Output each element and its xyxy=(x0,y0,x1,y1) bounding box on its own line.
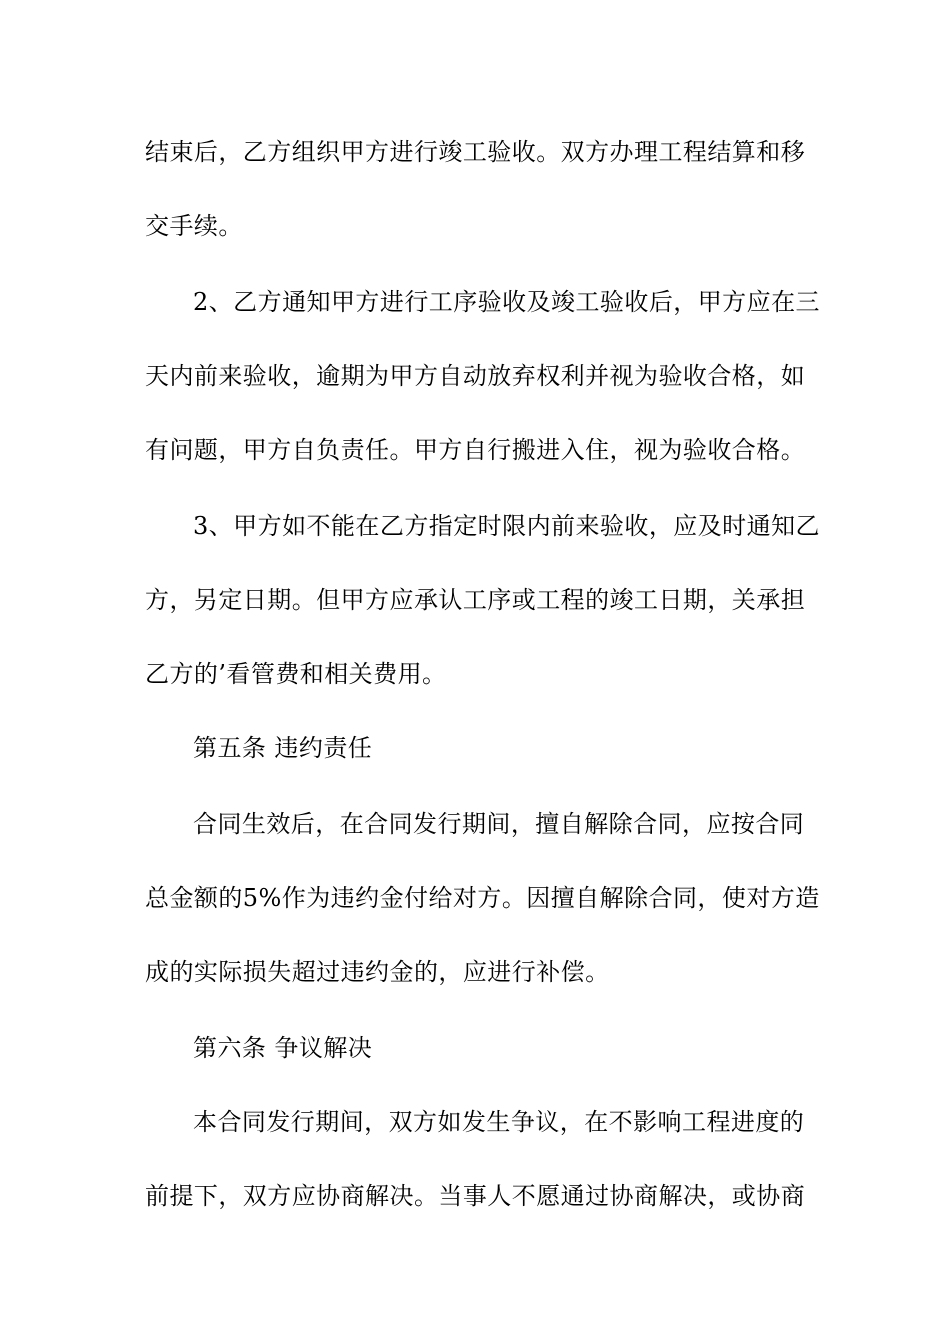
paragraph-line: 天内前来验收，逾期为甲方自动放弃权利并视为验收合格，如 xyxy=(145,362,806,390)
paragraph-line: 成的实际损失超过违约金的，应进行补偿。 xyxy=(145,958,610,986)
paragraph-line: 前提下，双方应协商解决。当事人不愿通过协商解决，或协商 xyxy=(145,1182,806,1210)
paragraph-line: 结束后，乙方组织甲方进行竣工验收。双方办理工程结算和移 xyxy=(145,138,806,166)
paragraph-line: 本合同发行期间，双方如发生争议，在不影响工程进度的 xyxy=(193,1108,805,1136)
paragraph-line: 3、甲方如不能在乙方指定时限内前来验收，应及时通知乙 xyxy=(193,512,820,540)
paragraph-line: 乙方的’看管费和相关费用。 xyxy=(145,660,447,688)
paragraph-line: 合同生效后，在合同发行期间，擅自解除合同，应按合同 xyxy=(193,810,805,838)
paragraph-line: 总金额的5%作为违约金付给对方。因擅自解除合同，使对方造 xyxy=(145,884,820,912)
section-heading: 第五条 违约责任 xyxy=(193,734,373,762)
paragraph-line: 2、乙方通知甲方进行工序验收及竣工验收后，甲方应在三 xyxy=(193,288,820,316)
paragraph-line: 有问题，甲方自负责任。甲方自行搬进入住，视为验收合格。 xyxy=(145,436,806,464)
paragraph-line: 方，另定日期。但甲方应承认工序或工程的竣工日期，关承担 xyxy=(145,586,806,614)
section-heading: 第六条 争议解决 xyxy=(193,1034,373,1062)
paragraph-line: 交手续。 xyxy=(145,212,243,240)
